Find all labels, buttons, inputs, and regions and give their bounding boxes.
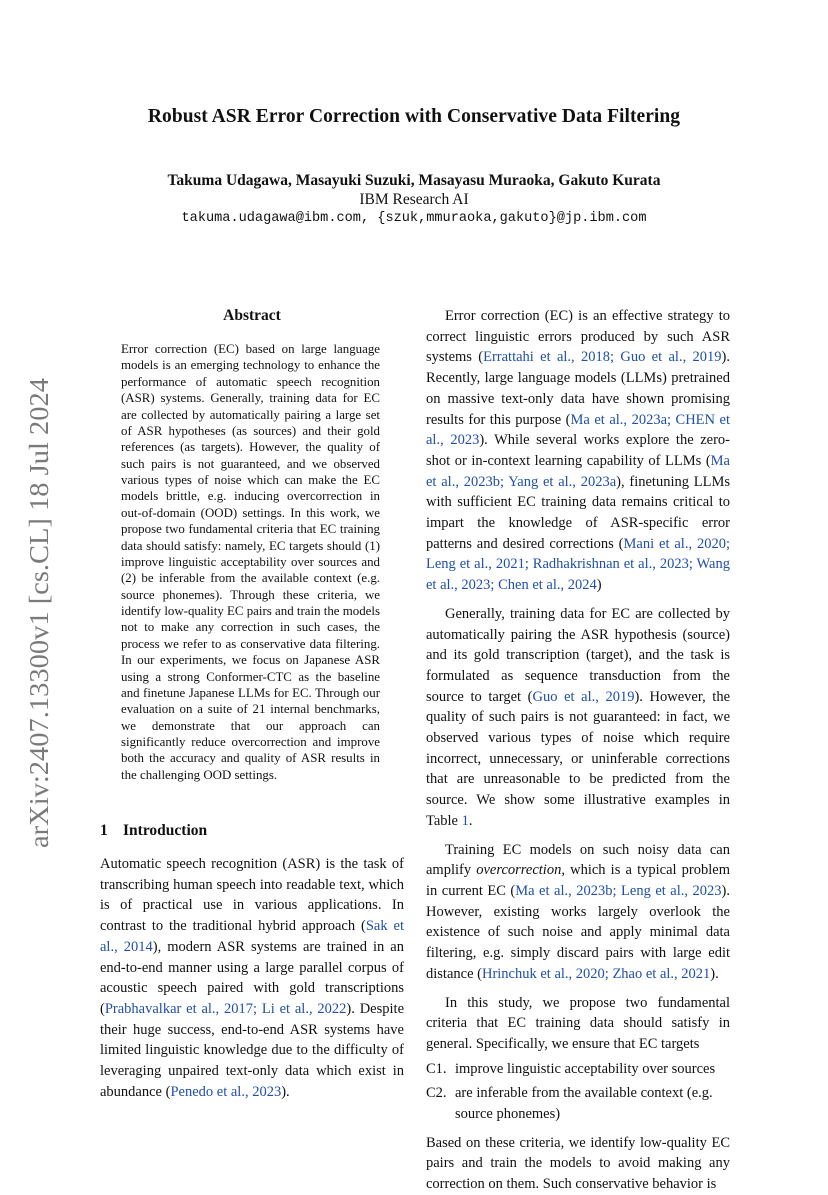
citation-link[interactable]: Ma et al., 2023b; Yang et al., 2023a [426,452,730,490]
emphasis-text: overcorrection [476,862,562,879]
citation-link[interactable]: Prabhavalkar et al., 2017; Li et al., 2022 [104,1000,347,1017]
citation-link[interactable]: Mani et al., 2020; Leng et al., 2021; Radhakrishnan et al., 2023; Wang et al., 2023; Chen et al., 2024 [426,535,730,594]
section-number: 1 [100,822,108,839]
text-run: ), modern ASR systems are trained in an end-to-end manner using a large parallel corpus of acoustic speech paired with gold transcriptions ( [100,938,404,1017]
citation-link[interactable]: Guo et al., 2019 [532,688,635,705]
text-run: . [468,812,473,829]
intro-paragraph-6: Based on these criteria, we identify low-quality EC pairs and train the models to avoid making any correction on them. Such conservative behavior is [426,1134,730,1193]
criterion-label: C1. [426,1060,447,1077]
left-column-body [100,854,404,1102]
section-heading-introduction [100,822,207,840]
text-run: Generally, training data for EC are collected by automatically pairing the ASR hypothesis (source) and its gold transcription (target), and the task is formulated as sequence transduction from the source to target ( [426,605,730,705]
intro-paragraph-1 [100,854,404,1102]
criterion-item [426,1059,730,1080]
citation-link[interactable]: Ma et al., 2023a; CHEN et al., 2023 [426,411,730,449]
citation-link[interactable]: Penedo et al., 2023 [170,1083,282,1100]
section-title: Introduction [123,822,208,839]
text-run: ). While several works explore the zero-shot or in-context learning capability of LLMs ( [426,432,731,469]
intro-paragraph-4 [426,840,730,985]
text-run: , which is a typical problem in current EC ( [426,862,730,899]
criterion-text: improve linguistic acceptability over sources [455,1060,716,1077]
author-list: Takuma Udagawa, Masayuki Suzuki, Masayasu Muraoka, Gakuto Kurata [167,172,661,189]
citation-link[interactable]: Ma et al., 2023b; Leng et al., 2023 [515,882,722,899]
affiliation: IBM Research AI [359,191,469,208]
citation-link[interactable]: Hrinchuk et al., 2020; Zhao et al., 2021 [481,965,711,982]
text-run: ). [710,965,719,982]
criterion-label: C2. [426,1085,447,1102]
citation-link[interactable]: Errattahi et al., 2018; Guo et al., 2019 [483,349,722,366]
text-run: ), finetuning LLMs with sufficient EC training data remains critical to impart the knowledge of ASR-specific error patterns and desired corrections ( [426,473,730,552]
author-emails: takuma.udagawa@ibm.com, {szuk,mmuraoka,gakuto}@jp.ibm.com [181,211,647,226]
arxiv-identifier-text: arXiv:2407.13300v1 [cs.CL] 18 Jul 2024 [24,402,54,848]
text-run: ). Despite their huge success, end-to-end ASR systems have limited linguistic knowledge due to the difficulty of leveraging unpaired text-only data which exist in abundance ( [100,1000,404,1100]
citation-link[interactable]: Sak et al., 2014 [100,918,404,955]
arxiv-identifier [18,378,58,848]
table-reference-link[interactable]: 1 [461,812,469,829]
abstract-body: Error correction (EC) based on large language models is an emerging technology to enhance the performance of automatic speech recognition (ASR) systems. Generally, training data for EC are collected by automatically pairing a large set of ASR hypotheses (as sources) and their gold references (as targets). However, the quality of such pairs is not guaranteed, and we observed various types of noise which can make the EC models brittle, e.g. inducing overcorrection in out-of-domain (OOD) settings. In this work, we propose two fundamental criteria that EC training data should satisfy: namely, EC targets should (1) improve linguistic acceptability over sources and (2) be inferable from the available context (e.g. source phonemes). Through these criteria, we identify low-quality EC pairs and train the models not to make any correction in such cases, the process we refer to as conservative data filtering. In our experiments, we focus on Japanese ASR using a strong Conformer-CTC as the baseline and finetune Japanese LLMs for EC. Through our evaluation on a suite of 21 internal benchmarks, we demonstrate that our approach can significantly reduce overcorrection and improve both the accuracy and quality of ASR results in the challenging OOD settings. [121,342,380,782]
intro-paragraph-3 [426,604,730,832]
intro-paragraph-2 [426,306,730,596]
paper-title: Robust ASR Error Correction with Conservative Data Filtering [147,106,681,127]
text-run: Training EC models on such noisy data can amplify [426,841,730,879]
criterion-item [426,1083,730,1124]
text-run: ). However, existing works largely overlook the existence of such noise and apply minimal data filtering, e.g. simply discard pairs with large edit distance ( [426,882,730,982]
intro-paragraph-5: In this study, we propose two fundamental criteria that EC training data should satisfy in general. Specifically, we ensure that EC targets [426,994,730,1052]
text-run: ) [596,577,602,594]
text-run: ). However, the quality of such pairs is not guaranteed: in fact, we observed various types of noise which require incorrect, unnecessary, or uninferable corrections that are unreasonable to be predicted from the source. We show some illustrative examples in Table [426,688,731,829]
abstract-heading: Abstract [223,307,281,324]
right-column-body [426,306,730,1195]
text-run: ). [281,1083,290,1100]
text-run: Automatic speech recognition (ASR) is the task of transcribing human speech into readable text, which is of practical use in various applications. In contrast to the traditional hybrid approach ( [100,856,404,935]
text-run: Error correction (EC) is an effective strategy to correct linguistic errors produced by such ASR systems ( [426,308,730,366]
criterion-text: are inferable from the available context (e.g. source phonemes) [455,1085,713,1123]
text-run: ). Recently, large language models (LLMs) pretrained on massive text-only data have shown promising results for this purpose ( [426,349,730,428]
